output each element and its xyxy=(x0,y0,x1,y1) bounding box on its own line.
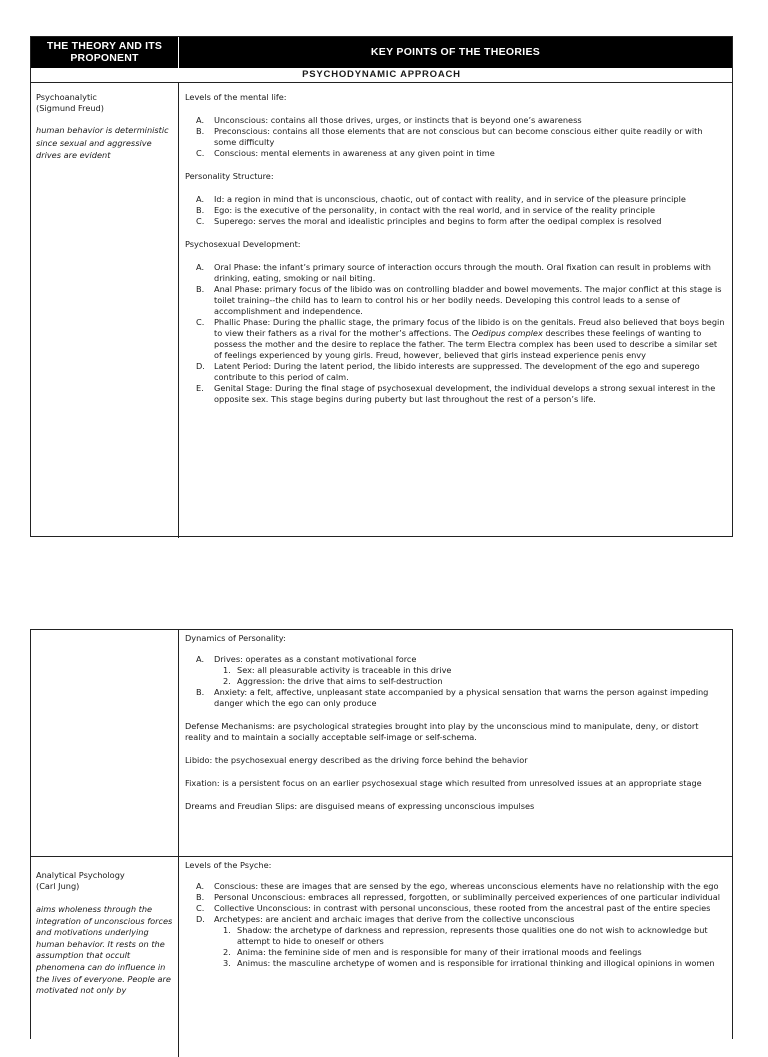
list-marker: 1. xyxy=(223,925,231,935)
list-text: Conscious: mental elements in awareness at any given point in time xyxy=(214,148,495,158)
theory-cell-empty xyxy=(31,630,179,856)
list-marker: B. xyxy=(196,205,205,215)
list-marker: 2. xyxy=(223,676,231,686)
list-marker: B. xyxy=(196,284,205,294)
list-text: Anima: the feminine side of men and is responsible for many of their irrational moods and feelings xyxy=(237,947,642,957)
dreams-slips: Dreams and Freudian Slips: are disguised means of expressing unconscious impulses xyxy=(185,801,535,811)
list-item xyxy=(185,361,726,383)
theory-table-2 xyxy=(30,629,733,1039)
structure-title: Personality Structure: xyxy=(185,171,274,181)
theory-description: human behavior is deterministic since sexual and aggressive drives are evident xyxy=(36,125,169,160)
libido: Libido: the psychosexual energy described as the driving force behind the behavior xyxy=(185,755,528,765)
list-item xyxy=(185,284,726,317)
defense-mechanisms: Defense Mechanisms: are psychological strategies brought into play by the unconscious mind to manipulate, deny, or distort reality and to maintain a socially acceptable self-image or self-schema. xyxy=(185,721,699,742)
list-text: Latent Period: During the latent period, the libido interests are suppressed. The development of the ego and superego contribute to this period of calm. xyxy=(214,361,700,382)
list-marker: A. xyxy=(196,262,205,272)
list-item xyxy=(185,881,726,892)
list-text: Aggression: the drive that aims to self-destruction xyxy=(237,676,443,686)
theory-table-1 xyxy=(30,36,733,537)
psyche-list xyxy=(185,881,726,969)
psychosexual-title: Psychosexual Development: xyxy=(185,239,301,249)
list-marker: B. xyxy=(196,126,205,136)
list-marker: D. xyxy=(196,361,205,371)
levels-title: Levels of the mental life: xyxy=(185,92,287,102)
list-marker: C. xyxy=(196,317,205,327)
list-item xyxy=(185,262,726,284)
key-points-cell-freud xyxy=(179,83,732,538)
list-text: Oral Phase: the infant’s primary source of interaction occurs through the mouth. Oral fixation can result in problems with drinking, eating, smoking or nail biting. xyxy=(214,262,711,283)
list-text: Personal Unconscious: embraces all repressed, forgotten, or subliminally perceived experiences of one particular individual xyxy=(214,892,720,902)
table-header xyxy=(31,37,732,68)
list-marker: C. xyxy=(196,903,205,913)
theory-proponent: (Sigmund Freud) xyxy=(36,103,104,113)
header-col1-line1: THE THEORY AND ITS xyxy=(46,40,163,52)
list-marker: 3. xyxy=(223,958,231,968)
list-text: Sex: all pleasurable activity is traceable in this drive xyxy=(237,665,452,675)
theory-name: Psychoanalytic xyxy=(36,92,97,102)
list-text: Archetypes: are ancient and archaic images that derive from the collective unconscious xyxy=(214,914,575,924)
list-marker: A. xyxy=(196,881,205,891)
list-item xyxy=(185,148,726,159)
list-text: describes these feelings of wanting to possess the mother and the desire to replace the father. The term Electra complex has been used to describe a similar set of feelings experienced by young girls. Freud, however, believed that girls instead experience penis envy xyxy=(214,328,718,360)
section-title: PSYCHODYNAMIC APPROACH xyxy=(31,68,732,83)
list-text: Animus: the masculine archetype of women and is responsible for irrational thinking and illogical opinions in women xyxy=(237,958,715,968)
psyche-title: Levels of the Psyche: xyxy=(185,860,272,870)
list-item xyxy=(185,126,726,148)
list-text: Unconscious: contains all those drives, urges, or instincts that is beyond one’s awareness xyxy=(214,115,582,125)
dynamics-list xyxy=(185,654,726,709)
key-points-cell-freud-cont xyxy=(179,630,732,856)
list-item xyxy=(185,383,726,405)
list-text: Phallic Phase: During the phallic stage, the primary focus of the libido is on the genitals. Freud also believed that boys begin to view their fathers as a rival for the mother’s affections. The xyxy=(214,317,725,338)
list-text: Genital Stage: During the final stage of psychosexual development, the individual develops a strong sexual interest in the opposite sex. This stage begins during puberty but last throughout the rest of a person’s life. xyxy=(214,383,716,404)
list-marker: C. xyxy=(196,216,205,226)
header-col1-line2: PROPONENT xyxy=(70,52,139,64)
list-text: Ego: is the executive of the personality, in contact with the real world, and in service of the reality principle xyxy=(214,205,656,215)
list-item xyxy=(185,115,726,126)
list-item xyxy=(185,205,726,216)
dynamics-title: Dynamics of Personality: xyxy=(185,633,286,643)
list-text: Superego: serves the moral and idealistic principles and begins to form after the oedipal complex is resolved xyxy=(214,216,662,226)
list-marker: A. xyxy=(196,115,205,125)
list-item xyxy=(185,903,726,914)
header-key-points: KEY POINTS OF THE THEORIES xyxy=(370,46,541,58)
theory-cell-jung xyxy=(31,857,179,1057)
theory-cell-freud xyxy=(31,83,179,538)
psychosexual-list xyxy=(185,262,726,405)
list-item xyxy=(185,654,726,665)
theory-description: aims wholeness through the integration of unconscious forces and motivations underlying human behavior. It rests on the assumption that occult phenomena can do influence in the lives of everyone. People are motivated not only by xyxy=(36,904,173,996)
list-marker: A. xyxy=(196,194,205,204)
list-text: Conscious: these are images that are sensed by the ego, whereas unconscious elements have no relationship with the ego xyxy=(214,881,719,891)
list-item xyxy=(185,194,726,205)
list-marker: B. xyxy=(196,687,205,697)
table-row-jung xyxy=(31,857,732,1057)
structure-list xyxy=(185,194,726,227)
list-text: Collective Unconscious: in contrast with personal unconscious, these rooted from the ancestral past of the entire species xyxy=(214,903,711,913)
table-row-freud-cont xyxy=(31,630,732,857)
list-text: Anxiety: a felt, affective, unpleasant state accompanied by a physical sensation that warns the person against impeding danger which the ego can only produce xyxy=(214,687,709,708)
list-item xyxy=(185,958,726,969)
list-marker: E. xyxy=(196,383,204,393)
list-text: Shadow: the archetype of darkness and repression, represents those qualities one do not wish to acknowledge but attempt to hide to oneself or others xyxy=(237,925,708,946)
list-text: Anal Phase: primary focus of the libido was on controlling bladder and bowel movements. The major conflict at this stage is toilet training--the child has to learn to control his or her bodily needs. Developing this control leads to a sense of accomplishment and independence. xyxy=(214,284,722,316)
list-text: Id: a region in mind that is unconscious, chaotic, out of contact with reality, and in service of the pleasure principle xyxy=(214,194,686,204)
list-item xyxy=(185,947,726,958)
list-marker: A. xyxy=(196,654,205,664)
list-marker: 2. xyxy=(223,947,231,957)
fixation: Fixation: is a persistent focus on an earlier psychosexual stage which resulted from unresolved issues at an appropriate stage xyxy=(185,778,702,788)
list-text: Preconscious: contains all those elements that are not conscious but can become conscious either quite readily or with some difficulty xyxy=(214,126,703,147)
list-text: Drives: operates as a constant motivational force xyxy=(214,654,417,664)
list-item xyxy=(185,925,726,947)
list-marker: 1. xyxy=(223,665,231,675)
list-item xyxy=(185,665,726,676)
list-marker: B. xyxy=(196,892,205,902)
theory-name: Analytical Psychology xyxy=(36,870,125,880)
levels-list xyxy=(185,115,726,159)
list-item xyxy=(185,687,726,709)
list-marker: C. xyxy=(196,148,205,158)
list-item xyxy=(185,317,726,361)
table-row-freud xyxy=(31,83,732,538)
list-item xyxy=(185,892,726,903)
list-item xyxy=(185,216,726,227)
header-theory-proponent xyxy=(31,37,179,68)
oedipus-term: Oedipus complex xyxy=(471,328,543,338)
list-marker: D. xyxy=(196,914,205,924)
key-points-cell-jung xyxy=(179,857,732,1057)
theory-proponent: (Carl Jung) xyxy=(36,881,80,891)
list-item xyxy=(185,676,726,687)
list-item xyxy=(185,914,726,925)
